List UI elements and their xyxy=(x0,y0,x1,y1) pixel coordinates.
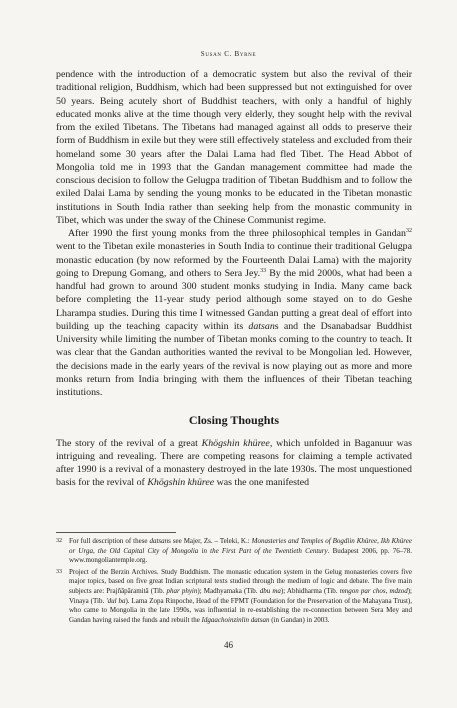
paragraph-3-italic-1: Khögshin khüree xyxy=(201,437,270,449)
footnote-italic: phar phyin xyxy=(166,586,198,595)
footnote-italic: mdzod xyxy=(389,586,408,595)
footnote-ref-33[interactable]: 33 xyxy=(260,267,267,274)
body-text xyxy=(56,68,412,490)
paragraph-1-text: pendence with the introduction of a democratic system but also the revival of their traditional religion, Buddhism, which had been suppressed but not extinguished for over 50 years. Being acutely short of Buddhist teachers, with only a handful of highly educated monks alive at the time though very elderly, they sought help with the revival from the exiled Tibetans. The Tibetans had managed against all odds to preserve their form of Buddhism in exile but they were still effectively stateless and excluded from their homeland some 30 years after the Dalai Lama had fled Tibet. The Head Abbot of Mongolia told me in 1993 that the Gandan management committee had made the conscious decision to follow the Gelugpa tradition of Tibetan Buddhism and to follow the exiled Dalai Lama by sending the young monks to be educated in the Tibetan monastic institutions in South India rather than seeking help from the monastic community in Tibet, which was under the sway of the Chinese Communist regime. xyxy=(56,69,412,226)
paragraph-3-text-1: The story of the revival of a great xyxy=(56,437,202,449)
footnote-divider xyxy=(56,532,176,533)
footnote-ref-32[interactable]: 32 xyxy=(406,228,412,234)
footnote-text: For full description of these xyxy=(69,537,150,545)
section-heading: Closing Thoughts xyxy=(188,413,280,428)
footnote-italic: 'dul ba xyxy=(106,596,126,605)
footnote-book-title: Monasteries and Temples of Bogdiin Khüree, Ikh Khüree or Urga, the Old Capital City of Mongolia in the First Part of the Twentieth Century xyxy=(69,537,412,555)
paragraph-3-italic-2: Khögshin khüree xyxy=(147,477,215,489)
footnote-text: Project of the Berzin Archives. Study Buddhism. The monastic education system in the Gelug monasteries covers five major topics, based on five great Indian scriptural texts studied through the medium of logic and debate. The five main subjects are: Prajñāpāramitā (Tib. xyxy=(69,567,412,595)
footnote-italic: dbu ma xyxy=(259,586,281,595)
paragraph-2-italic-datsan: datsan xyxy=(248,320,275,332)
page-number: 46 xyxy=(224,640,233,650)
paragraph-2-text-4: s and the Dsanabadsar Buddhist University while limiting the number of Tibetan monks coming to the country to teach. It was clear that the Gandan authorities wanted the revival to be Mongolian led. However, the decisions made in the early years of the revival is now playing out as more and more monks return from India bringing with them the influences of their Tibetan teaching institutions. xyxy=(56,320,412,398)
footnote-italic: datsan xyxy=(149,537,169,545)
paragraph-2-text-3: By the mid 2000s, what had been a handful had grown to around 300 student monks studying in India. Many came back before completing the 11-year study period although some stayed on to do Geshe Lharampa studies. During this time I witnessed Gandan putting a great deal of effort into building up the teaching capacity within its xyxy=(56,267,412,332)
paragraph-3 xyxy=(56,437,412,490)
footnote-text: ). Lama Zopa Rinpoche, Head of the FPMT (Foundation for the Preservation of the Mahayana Trust), who came to Mongolia in the late 1990s, was influential in re-establishing the re-connection between Sera Mey and Gandan having raised the funds and rebuilt the xyxy=(69,596,412,624)
paragraph-2 xyxy=(56,227,412,399)
paragraph-3-text-2: , which unfolded in Baganuur was intriguing and revealing. There are competing reasons for claiming a temple activated after 1990 is a revival of a monastery destroyed in the late 1930s. The most unquestioned basis for the revival of xyxy=(56,437,412,489)
footnote-text: ); Abhidharma (Tib. xyxy=(280,586,340,595)
paragraph-2-text-1: After 1990 the first young monks from the three philosophical temples in Gandan xyxy=(68,228,406,239)
footnote-text: , xyxy=(385,586,390,595)
footnote-number: 32 xyxy=(56,538,62,544)
footnote-33 xyxy=(56,568,412,626)
footnote-text: s see Majer, Zs. – Teleki, K.: xyxy=(168,537,252,545)
running-head xyxy=(0,50,457,58)
paragraph-3-text-3: was the one manifested xyxy=(214,477,310,489)
footnote-text: . Budapest 2006, pp. 76–78. www.mongoliantemple.org. xyxy=(69,546,412,565)
footnote-number: 33 xyxy=(56,568,62,575)
footnote-italic: mngon par chos xyxy=(339,586,386,595)
paragraph-1 xyxy=(56,68,412,227)
footnote-italic: Idgaachoinzinlin datsan xyxy=(201,615,270,624)
footnote-text: ); Madhyamaka (Tib. xyxy=(197,586,260,595)
author-name: Susan C. Byrne xyxy=(200,50,257,58)
footnote-text: (in Gandan) in 2003. xyxy=(269,615,330,624)
footnote-text: ); Vinaya (Tib. xyxy=(69,586,412,605)
footnote-32 xyxy=(56,537,412,566)
paragraph-2-text-2: went to the Tibetan exile monasteries in South India to continue their traditional Gelugpa monastic education (by now reformed by the Fourteenth Dalai Lama) with the majority going to Drepung Gomang, and others to Sera Jey. xyxy=(56,241,412,279)
footnotes xyxy=(56,537,412,627)
